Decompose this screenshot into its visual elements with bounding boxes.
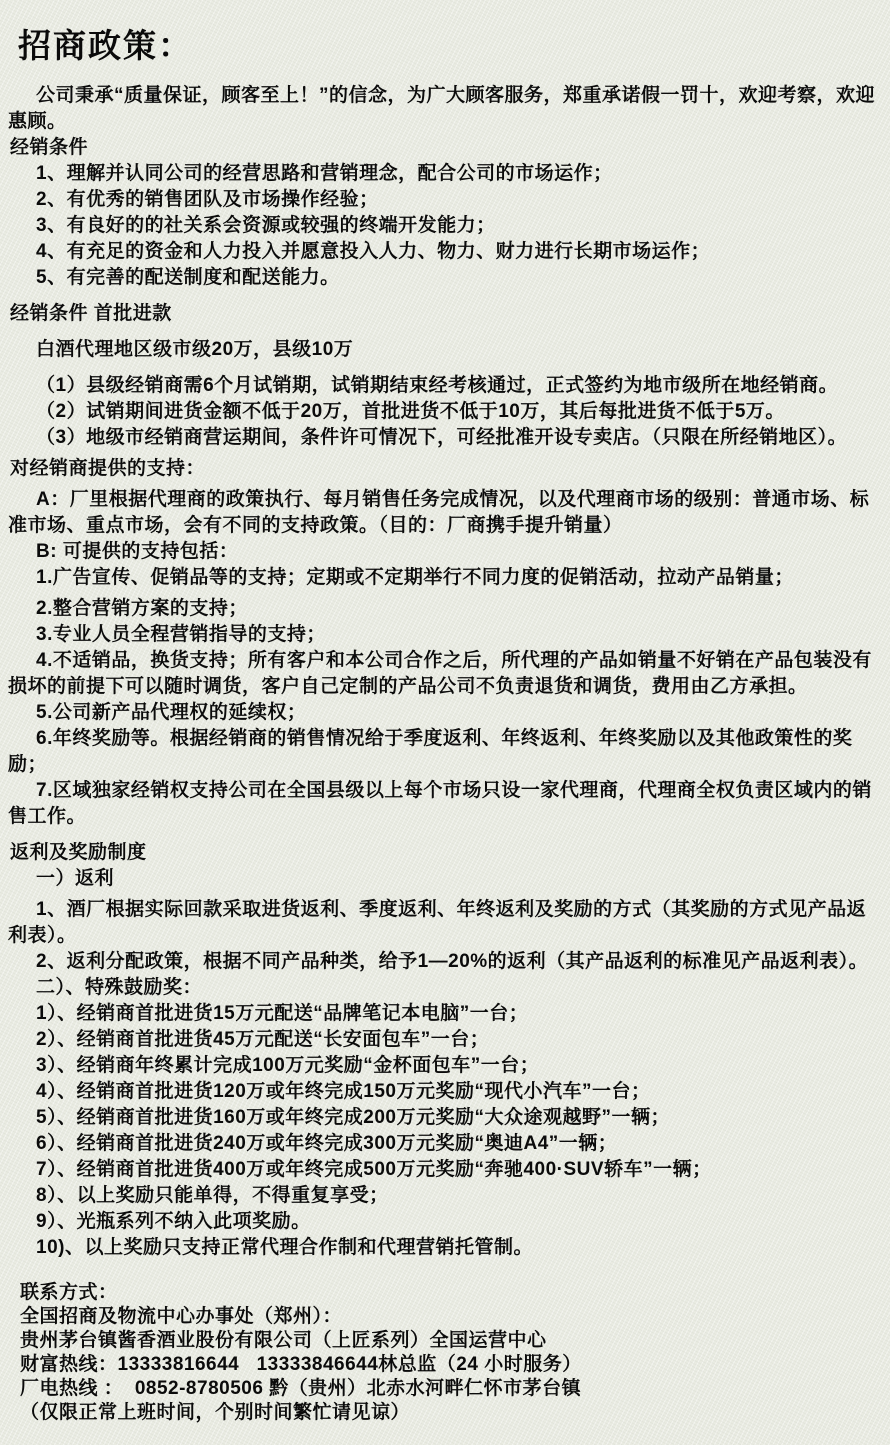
paragraph: 公司秉承“质量保证，顾客至上！”的信念，为广大顾客服务，郑重承诺假一罚十，欢迎考察，欢迎惠顾。 <box>8 85 876 132</box>
paragraph: 6.年终奖励等。根据经销商的销售情况给于季度返利、年终返利、年终奖励以及其他政策性的奖励； <box>8 728 853 775</box>
paragraph: 1.广告宣传、促销品等的支持；定期或不定期举行不同力度的促销活动，拉动产品销量； <box>36 567 794 588</box>
contact-line: （仅限正常上班时间，个别时间繁忙请见谅） <box>20 1402 411 1423</box>
paragraph: A：厂里根据代理商的政策执行、每月销售任务完成情况，以及代理商市场的级别：普通市场、标准市场、重点市场，会有不同的支持政策。（目的：厂商携手提升销量） <box>8 489 870 536</box>
paragraph: （1）县级经销商需6个月试销期，试销期结束经考核通过，正式签约为地市级所在地经销商。 <box>36 375 839 396</box>
section-heading: 对经销商提供的支持： <box>10 458 206 479</box>
paragraph: 2、返利分配政策，根据不同产品种类，给予1—20%的返利（其产品返利的标准见产品返利表）。 <box>36 951 869 972</box>
paragraph: 3.专业人员全程营销指导的支持； <box>36 624 326 645</box>
paragraph: 5.公司新产品代理权的延续权； <box>36 702 307 723</box>
contact-line: 厂电热线 ： 0852-8780506 黔（贵州）北赤水河畔仁怀市茅台镇 <box>20 1378 582 1399</box>
paragraph: 1、酒厂根据实际回款采取进货返利、季度返利、年终返利及奖励的方式（其奖励的方式见产品返利表）。 <box>8 899 867 946</box>
paragraph: 白酒代理地区级市级20万，县级10万 <box>36 339 354 360</box>
paragraph: 4、有充足的资金和人力投入并愿意投入人力、物力、财力进行长期市场运作； <box>36 241 711 262</box>
contact-line: 财富热线：13333816644 13333846644林总监（24 小时服务） <box>20 1354 582 1375</box>
paragraph: 6）、经销商首批进货240万或年终完成300万元奖励“奥迪A4”一辆； <box>36 1133 618 1154</box>
paragraph: 1、理解并认同公司的经营思路和营销理念，配合公司的市场运作； <box>36 163 613 184</box>
paragraph: 5、有完善的配送制度和配送能力。 <box>36 267 340 288</box>
section-heading: 返利及奖励制度 <box>10 842 147 863</box>
paragraph: （3）地级市经销商营运期间，条件许可情况下，可经批准开设专卖店。（只限在所经销地区）。 <box>36 427 848 448</box>
paragraph: 9）、光瓶系列不纳入此项奖励。 <box>36 1211 311 1232</box>
paragraph: 4.不适销品，换货支持；所有客户和本公司合作之后，所代理的产品如销量不好销在产品包装没有损坏的前提下可以随时调货，客户自己定制的产品公司不负责退货和调货，费用由乙方承担。 <box>8 650 872 697</box>
paragraph: 一）返利 <box>36 868 115 889</box>
contact-line: 联系方式： <box>20 1282 118 1303</box>
paragraph: B: 可提供的支持包括： <box>36 541 239 562</box>
section-heading: 经销条件 首批进款 <box>10 303 172 324</box>
paragraph: 2.整合营销方案的支持； <box>36 598 248 619</box>
paragraph: 5）、经销商首批进货160万或年终完成200万元奖励“大众途观越野”一辆； <box>36 1107 670 1128</box>
paragraph: 3、有良好的的社关系会资源或较强的终端开发能力； <box>36 215 496 236</box>
paragraph: 7）、经销商首批进货400万或年终完成500万元奖励“奔驰400·SUV轿车”一辆； <box>36 1159 712 1180</box>
page-title: 招商政策： <box>18 27 193 64</box>
paragraph: 7.区域独家经销权支持公司在全国县级以上每个市场只设一家代理商，代理商全权负责区域内的销售工作。 <box>8 780 872 827</box>
contact-line: 全国招商及物流中心办事处（郑州）： <box>20 1306 343 1327</box>
section-heading: 经销条件 <box>10 137 89 158</box>
paragraph: 二）、特殊鼓励奖： <box>36 977 203 998</box>
paragraph: 8）、以上奖励只能单得，不得重复享受； <box>36 1185 389 1206</box>
paragraph: 1）、经销商首批进货15万元配送“品牌笔记本电脑”一台； <box>36 1003 529 1024</box>
paragraph: （2）试销期间进货金额不低于20万，首批进货不低于10万，其后每批进货不低于5万。 <box>36 401 785 422</box>
paragraph: 2、有优秀的销售团队及市场操作经验； <box>36 189 379 210</box>
document-body <box>8 83 880 1425</box>
paragraph: 2）、经销商首批进货45万元配送“长安面包车”一台； <box>36 1029 490 1050</box>
contact-line: 贵州茅台镇酱香酒业股份有限公司（上匠系列）全国运营中心 <box>20 1330 547 1351</box>
paragraph: 4）、经销商首批进货120万或年终完成150万元奖励“现代小汽车”一台； <box>36 1081 651 1102</box>
paragraph: 3）、经销商年终累计完成100万元奖励“金杯面包车”一台； <box>36 1055 540 1076</box>
paragraph: 10)、以上奖励只支持正常代理合作制和代理营销托管制。 <box>36 1237 533 1258</box>
